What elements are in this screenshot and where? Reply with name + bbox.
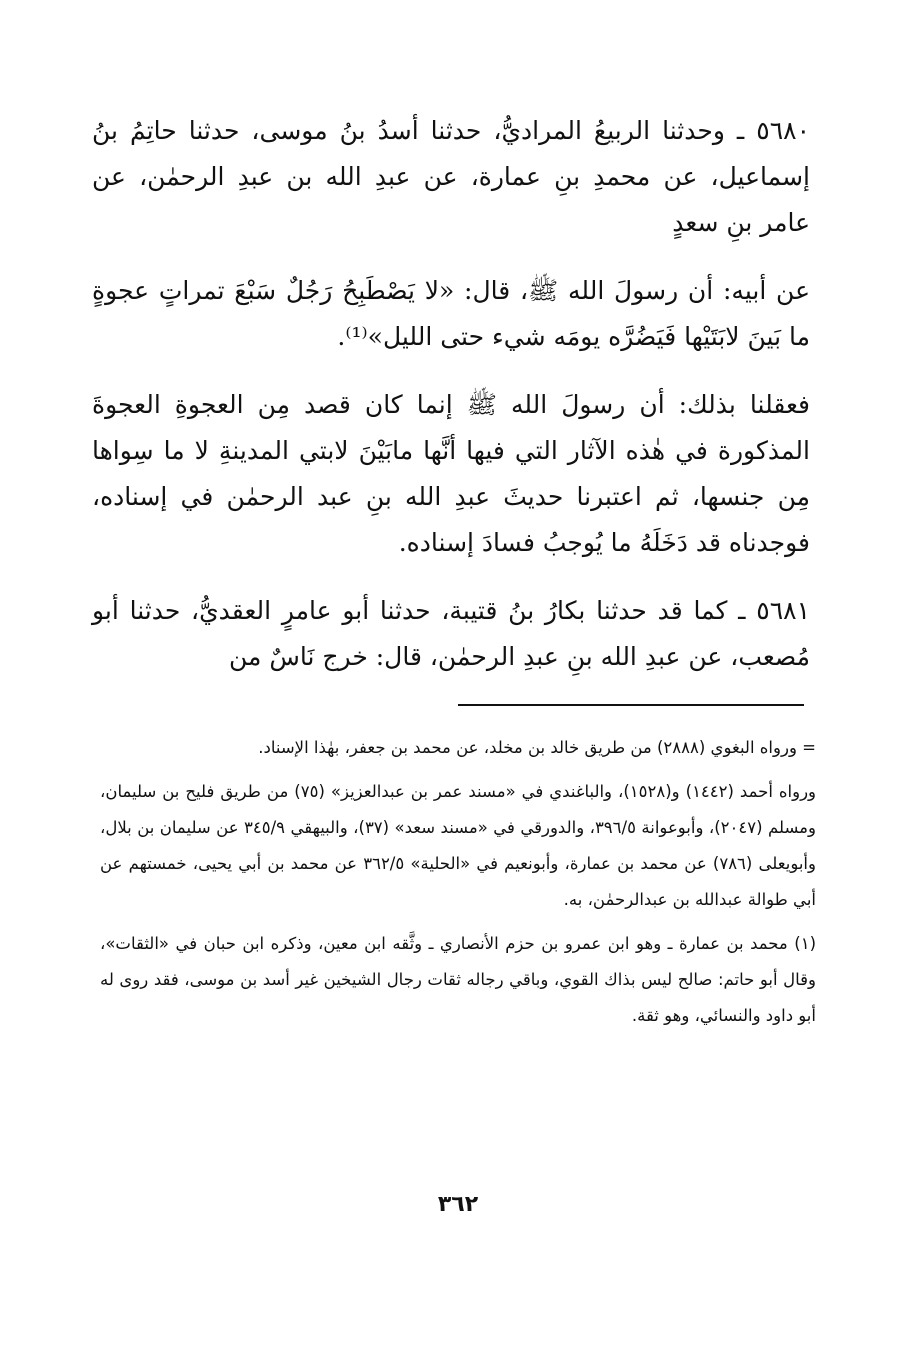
hadith-5680-isnad: ٥٦٨٠ ـ وحدثنا الربيعُ المراديُّ، حدثنا أسدُ بنُ موسى، حدثنا حاتِمُ بنُ إسماعيل، عن محمدِ بنِ عمارة، عن عبدِ الله بن عبدِ الرحمٰن، عن عامر بنِ سعدٍ [92, 116, 810, 237]
footnotes [100, 730, 816, 1042]
footnote-continuation: = ورواه البغوي (٢٨٨٨) من طريق خالد بن مخلد، عن محمد بن جعفر، بهٰذا الإسناد. [258, 738, 816, 757]
footnote-separator [458, 704, 804, 706]
page-number: ٣٦٢ [437, 1192, 479, 1217]
footnote-takhrij: ورواه أحمد (١٤٤٢) و(١٥٢٨)، والباغندي في «مسند عمر بن عبدالعزيز» (٧٥) من طريق فليح بن سليمان، ومسلم (٢٠٤٧)، وأبوعوانة ٣٩٦/٥، والدورقي في «مسند سعد» (٣٧)، والبيهقي ٣٤٥/٩ عن سليمان بن بلال، وأبويعلى (٧٨٦) عن محمد بن عمارة، وأبونعيم في «الحلية» ٣٦٢/٥ عن محمد بن أبي يحيى، خمستهم عن أبي طوالة عبدالله بن عبدالرحمٰن، به. [100, 782, 817, 909]
commentary-paragraph: فعقلنا بذلك: أن رسولَ الله ﷺ إنما كان قصد مِن العجوةِ العجوةَ المذكورة في هٰذه الآثار التي فيها أنَّها مابَيْنَ لابتي المدينةِ لا ما سِواها مِن جنسها، ثم اعتبرنا حديثَ عبدِ الله بنِ عبد الرحمٰن في إسناده، فوجدناه قد دَخَلَهُ ما يُوجبُ فسادَ إسناده. [92, 390, 810, 557]
footnote-1: (١) محمد بن عمارة ـ وهو ابن عمرو بن حزم الأنصاري ـ وثَّقه ابن معين، وذكره ابن حبان في «الثقات»، وقال أبو حاتم: صالح ليس بذاك القوي، وباقي رجاله ثقات رجال الشيخين غير أسد بن موسى، فقد روى له أبو داود والنسائي، وهو ثقة. [100, 934, 816, 1025]
hadith-5680-matn: عن أبيه: أن رسولَ الله ﷺ، قال: «لا يَصْطَبِحُ رَجُلٌ سَبْعَ تمراتٍ عجوةٍ ما بَينَ لابَتَيْها فَيَضُرَّه يومَه شيء حتى الليل»⁽¹⁾. [92, 276, 810, 351]
main-text [92, 108, 810, 702]
hadith-5681-isnad: ٥٦٨١ ـ كما قد حدثنا بكارُ بنُ قتيبة، حدثنا أبو عامرٍ العقديُّ، حدثنا أبو مُصعب، عن عبدِ الله بنِ عبدِ الرحمٰن، قال: خرج نَاسٌ من [92, 596, 810, 671]
